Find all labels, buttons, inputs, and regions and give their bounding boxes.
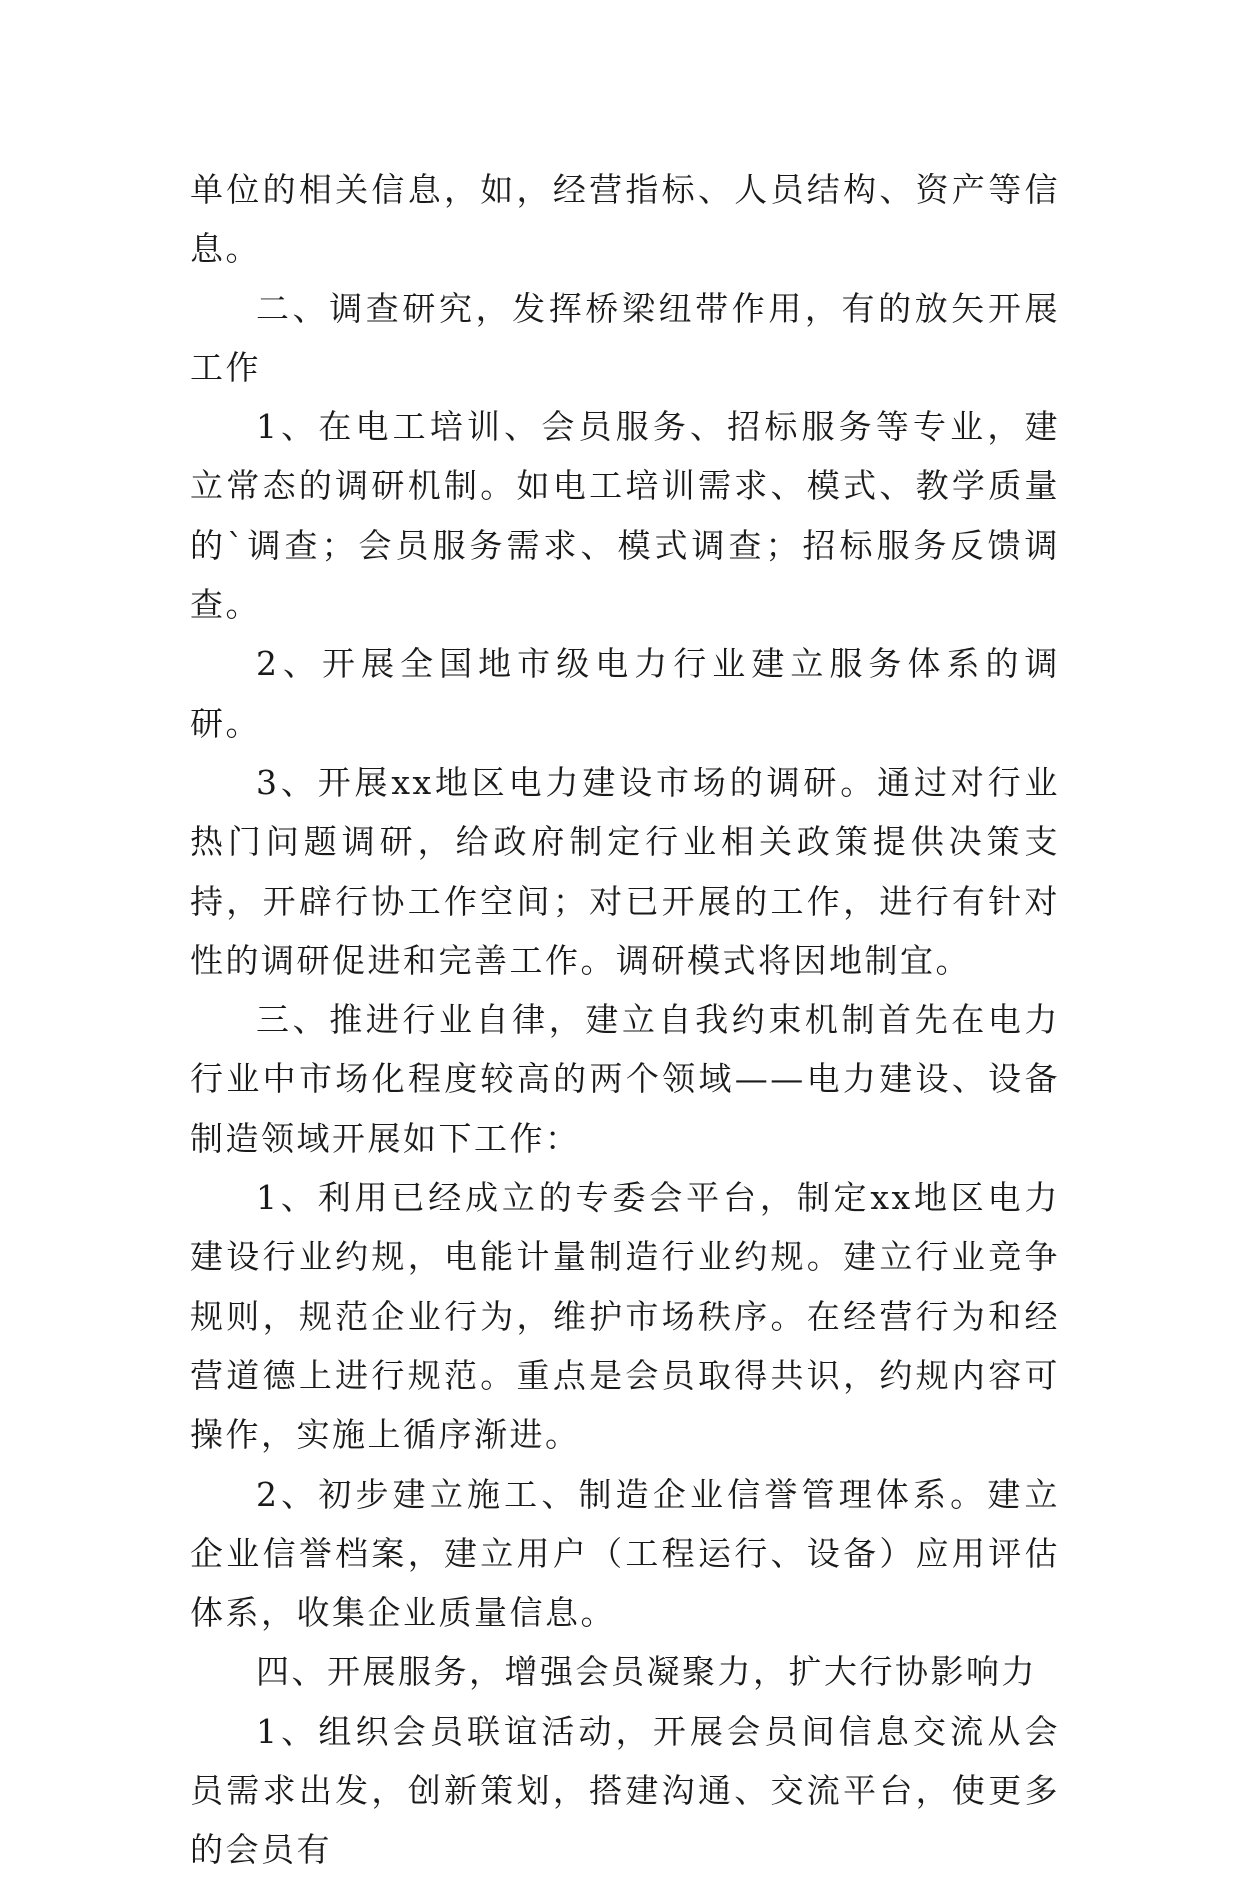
document-body <box>190 160 1060 1880</box>
paragraph: 1、在电工培训、会员服务、招标服务等专业，建立常态的调研机制。如电工培训需求、模式、教学质量的`调查；会员服务需求、模式调查；招标服务反馈调查。 <box>190 407 1060 625</box>
paragraph: 2、开展全国地市级电力行业建立服务体系的调研。 <box>190 644 1060 743</box>
paragraph: 单位的相关信息，如，经营指标、人员结构、资产等信息。 <box>190 170 1060 269</box>
paragraph: 1、利用已经成立的专委会平台，制定xx地区电力建设行业约规，电能计量制造行业约规。建立行业竞争规则，规范企业行为，维护市场秩序。在经营行为和经营道德上进行规范。重点是会员取得共识，约规内容可操作，实施上循序渐进。 <box>190 1178 1060 1455</box>
section-heading: 四、开展服务，增强会员凝聚力，扩大行协影响力 <box>256 1652 1037 1692</box>
paragraph: 2、初步建立施工、制造企业信誉管理体系。建立企业信誉档案，建立用户（工程运行、设备）应用评估体系，收集企业质量信息。 <box>190 1474 1060 1633</box>
paragraph: 1、组织会员联谊活动，开展会员间信息交流从会员需求出发，创新策划，搭建沟通、交流平台，使更多的会员有 <box>190 1711 1060 1870</box>
section-heading: 三、推进行业自律，建立自我约束机制首先在电力行业中市场化程度较高的两个领域——电力建设、设备制造领域开展如下工作： <box>190 1000 1060 1158</box>
paragraph: 3、开展xx地区电力建设市场的调研。通过对行业热门问题调研，给政府制定行业相关政策提供决策支持，开辟行协工作空间；对已开展的工作，进行有针对性的调研促进和完善工作。调研模式将因地制宜。 <box>190 762 1060 980</box>
section-heading: 二、调查研究，发挥桥梁纽带作用，有的放矢开展工作 <box>190 288 1060 387</box>
